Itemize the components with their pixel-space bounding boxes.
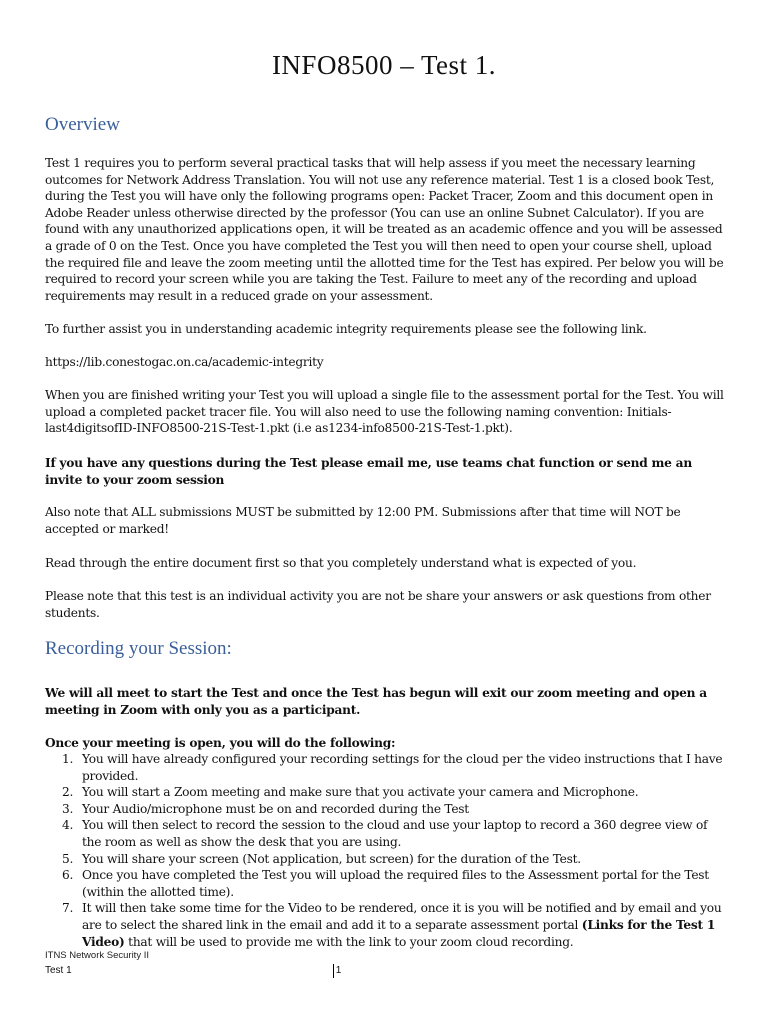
list-item-number: 3. bbox=[62, 801, 74, 816]
list-item-number: 5. bbox=[62, 851, 74, 866]
list-item bbox=[45, 801, 725, 818]
list-item bbox=[45, 867, 725, 900]
list-item-text: You will have already configured your recording settings for the cloud per the video instructions that I have provided. bbox=[82, 752, 723, 783]
list-item bbox=[45, 784, 725, 801]
footer-course-name: ITNS Network Security II bbox=[45, 950, 149, 961]
list-item bbox=[45, 851, 725, 868]
list-item-text: You will start a Zoom meeting and make sure that you activate your camera and Microphone. bbox=[82, 785, 639, 800]
page-number: 1 bbox=[335, 965, 342, 976]
list-item-number: 7. bbox=[62, 901, 74, 916]
footer-page-number bbox=[333, 965, 341, 976]
academic-integrity-link[interactable]: https://lib.conestogac.on.ca/academic-integrity bbox=[45, 355, 324, 369]
overview-paragraph-questions: If you have any questions during the Test please email me, use teams chat function or send me an invite to your zoom session bbox=[45, 456, 692, 487]
overview-paragraph-read: Read through the entire document first so that you completely understand what is expected of you. bbox=[45, 556, 637, 570]
overview-paragraph-deadline: Also note that ALL submissions MUST be submitted by 12:00 PM. Submissions after that time will NOT be accepted or marked! bbox=[45, 505, 681, 536]
video-links-portal-label: (Links for the Test 1 Video) bbox=[82, 917, 716, 949]
list-item-number: 1. bbox=[62, 752, 74, 766]
document-title: INFO8500 – Test 1. bbox=[271, 50, 497, 80]
list-item-number: 6. bbox=[62, 868, 74, 883]
list-item-number: 4. bbox=[62, 818, 74, 833]
recording-steps-list bbox=[45, 751, 725, 950]
overview-paragraph-integrity: To further assist you in understanding academic integrity requirements please see the following link. bbox=[45, 322, 647, 336]
overview-heading: Overview bbox=[45, 114, 120, 135]
list-item-text: It will then take some time for the Video to be rendered, once it is you will be notified and by email and you are to select the shared link in the email and add it to a separate assessment portal bbox=[82, 901, 722, 932]
list-item bbox=[45, 817, 725, 850]
overview-paragraph-upload: When you are finished writing your Test you will upload a single file to the assessment portal for the Test. You will upload a completed packet tracer file. You will also need to use the following naming convention: Initials-last4digitsofID-INFO8500-21S-Test-1.pkt (i.e as1234-info8500-21S-Test-1.pkt). bbox=[45, 388, 724, 436]
overview-paragraph-individual: Please note that this test is an individual activity you are not be share your answers or ask questions from other students. bbox=[45, 589, 711, 620]
list-item bbox=[45, 751, 725, 784]
list-item-text: Once you have completed the Test you will upload the required files to the Assessment portal for the Test (within the allotted time). bbox=[82, 868, 709, 899]
list-item-text-end: that will be used to provide me with the link to your zoom cloud recording. bbox=[124, 934, 574, 949]
footer-document-name: Test 1 bbox=[45, 965, 72, 976]
recording-paragraph-meet: We will all meet to start the Test and once the Test has begun will exit our zoom meeting and open a meeting in Zoom with only you as a participant. bbox=[45, 686, 707, 717]
overview-paragraph-intro: Test 1 requires you to perform several practical tasks that will help assess if you meet the necessary learning outcomes for Network Address Translation. You will not use any reference material. Test 1 is a closed book Test, during the Test you will have only the following programs open: Packet Tracer, Zoom and this document open in Adobe Reader unless otherwise directed by the professor (You can use an online Subnet Calculator). If you are found with any unauthorized applications open, it will be treated as an academic offence and you will be assessed a grade of 0 on the Test. Once you have completed the Test you will then need to open your course shell, upload the required file and leave the zoom meeting until the allotted time for the Test has expired. Per below you will be required to record your screen while you are taking the Test. Failure to meet any of the recording and upload requirements may result in a reduced grade on your assessment. bbox=[45, 156, 724, 303]
list-item-text: You will share your screen (Not application, but screen) for the duration of the Test. bbox=[82, 851, 581, 866]
list-item bbox=[45, 900, 725, 950]
list-item-number: 2. bbox=[62, 785, 74, 800]
list-item-text: You will then select to record the session to the cloud and use your laptop to record a 360 degree view of the room as well as show the desk that you are using. bbox=[82, 818, 708, 849]
recording-heading: Recording your Session: bbox=[45, 638, 232, 659]
recording-list-intro: Once your meeting is open, you will do the following: bbox=[45, 736, 396, 750]
list-item-text: Your Audio/microphone must be on and recorded during the Test bbox=[82, 801, 469, 816]
